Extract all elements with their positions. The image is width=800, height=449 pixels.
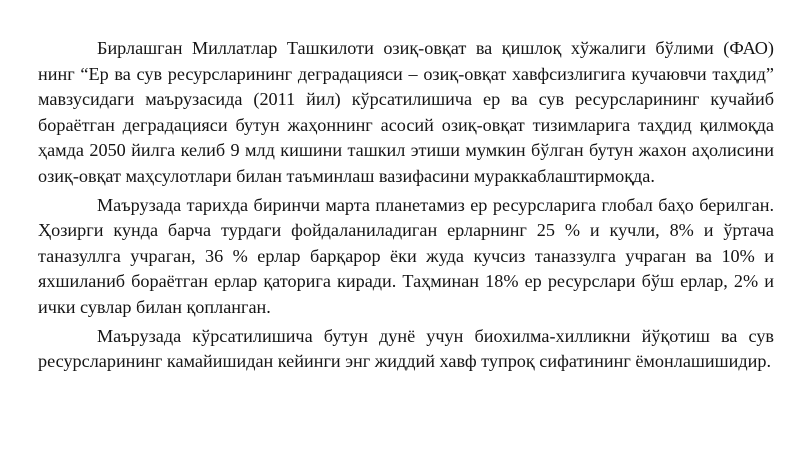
paragraph-soil-quality: Маърузада кўрсатилишича бутун дунё учун биохилма-хилликни йўқотиш ва сув ресурсларининг камайишидан кейинги энг жиддий хавф тупроқ сифатининг ёмонлашишидир. (38, 325, 774, 372)
paragraph-fao-report: Бирлашган Миллатлар Ташкилоти озиқ-овқат ва қишлоқ хўжалиги бўлими (ФАО) нинг “Ер ва сув ресурсларининг деградацияси – озиқ-овқат хавфсизлигига кучаювчи таҳдид” мавзусидаги маърузасида (2011 йил) кўрсатилишича ер ва сув ресурсларининг кучайиб бораётган деградацияси бутун жаҳоннинг асосий озиқ-овқат тизимларига таҳдид қилмоқда ҳамда 2050 йилга келиб 9 млд кишини ташкил этиши мумкин бўлган бутун жахон аҳолисини озиқ-овқат маҳсулотлари билан таъминлаш вазифасини мураккаблаштирмоқда. (38, 38, 774, 186)
document-body (38, 36, 774, 378)
paragraph-global-assessment: Маърузада тарихда биринчи марта планетамиз ер ресурсларига глобал баҳо берилган. Ҳозирги кунда барча турдаги фойдаланиладиган ерларнинг 25 % и кучли, 8% и ўртача таназуллга учраган, 36 % ерлар барқарор ёки жуда кучсиз таназзулга учраган ва 10% и яхшиланиб бораётган ерлар қаторига киради. Таҳминан 18% ер ресурслари бўш ерлар, 2% и ички сувлар билан қопланган. (38, 194, 774, 317)
